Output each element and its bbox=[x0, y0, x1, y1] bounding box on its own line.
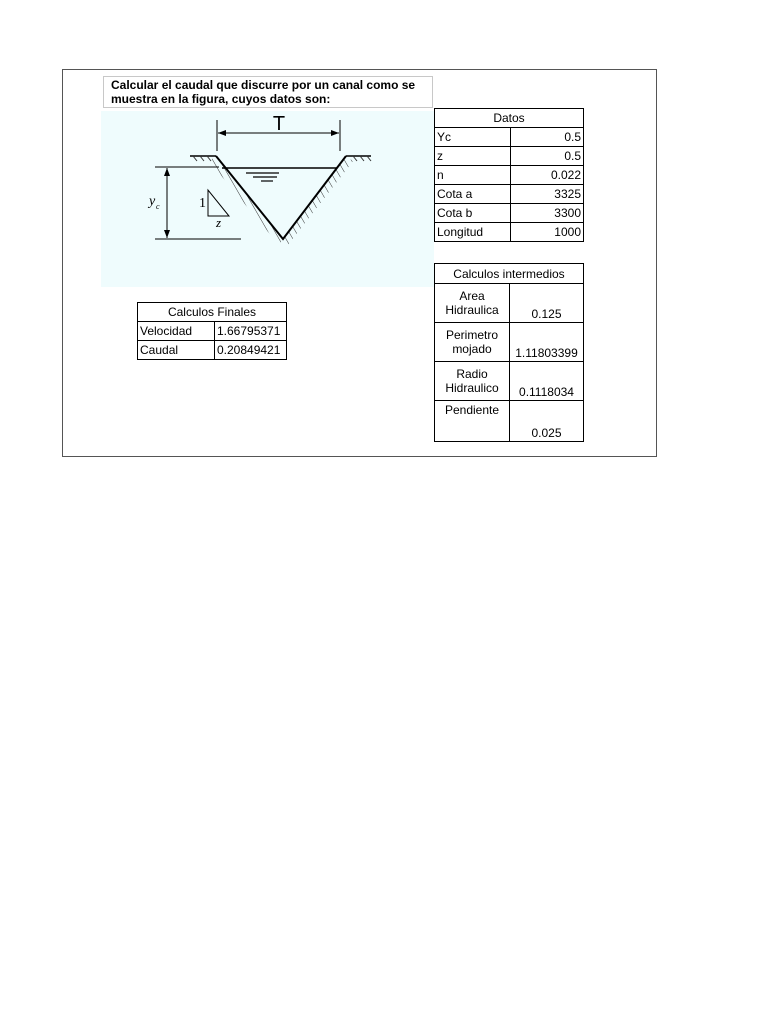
label-line-2: Hidraulico bbox=[445, 381, 499, 395]
datos-label[interactable]: n bbox=[435, 166, 511, 185]
datos-value[interactable]: 0.022 bbox=[511, 166, 584, 185]
table-row bbox=[435, 362, 584, 401]
table-row bbox=[435, 166, 584, 185]
datos-value[interactable]: 0.5 bbox=[511, 128, 584, 147]
datos-value[interactable]: 0.5 bbox=[511, 147, 584, 166]
finales-value[interactable]: 1.66795371 bbox=[215, 322, 287, 341]
y-arrow-top bbox=[164, 168, 170, 176]
intermedios-value[interactable]: 0.025 bbox=[510, 401, 584, 442]
datos-value[interactable]: 3300 bbox=[511, 204, 584, 223]
datos-value[interactable]: 1000 bbox=[511, 223, 584, 242]
table-row bbox=[435, 223, 584, 242]
label-z: z bbox=[216, 215, 222, 230]
water-level-symbol bbox=[246, 173, 279, 181]
channel-diagram bbox=[101, 111, 434, 287]
datos-label[interactable]: Longitud bbox=[435, 223, 511, 242]
datos-label[interactable]: Cota a bbox=[435, 185, 511, 204]
intermedios-value[interactable]: 0.1118034 bbox=[510, 362, 584, 401]
intermedios-title: Calculos intermedios bbox=[435, 264, 584, 284]
finales-label[interactable]: Caudal bbox=[138, 341, 215, 360]
table-row bbox=[138, 322, 287, 341]
soil-left bbox=[209, 156, 283, 245]
channel-figure bbox=[101, 111, 434, 287]
problem-line-1: Calcular el caudal que discurre por un canal como se bbox=[111, 78, 416, 92]
label-line-2: Hidraulica bbox=[445, 303, 499, 317]
label-line-2: mojado bbox=[452, 342, 492, 356]
label-line-1: Radio bbox=[456, 367, 488, 381]
t-arrow-right bbox=[331, 130, 339, 136]
calculos-finales-table bbox=[137, 302, 287, 360]
intermedios-label[interactable] bbox=[435, 401, 510, 442]
calculos-intermedios-table bbox=[434, 263, 584, 442]
label-y-sub: c bbox=[156, 202, 160, 211]
finales-label[interactable]: Velocidad bbox=[138, 322, 215, 341]
intermedios-label[interactable] bbox=[435, 323, 510, 362]
label-T: T bbox=[272, 113, 286, 135]
problem-line-2: muestra en la figura, cuyos datos son: bbox=[111, 91, 331, 106]
table-row bbox=[435, 185, 584, 204]
table-row bbox=[435, 204, 584, 223]
soil-right bbox=[283, 156, 353, 245]
table-row bbox=[435, 284, 584, 323]
datos-label[interactable]: Cota b bbox=[435, 204, 511, 223]
intermedios-label[interactable] bbox=[435, 362, 510, 401]
finales-title: Calculos Finales bbox=[138, 303, 287, 322]
datos-label[interactable]: Yc bbox=[435, 128, 511, 147]
label-line-1: Area bbox=[459, 289, 485, 303]
table-row bbox=[138, 341, 287, 360]
table-row bbox=[435, 323, 584, 362]
slope-triangle bbox=[208, 190, 229, 216]
table-row bbox=[435, 128, 584, 147]
intermedios-label[interactable] bbox=[435, 284, 510, 323]
datos-title: Datos bbox=[435, 109, 584, 128]
table-row bbox=[435, 147, 584, 166]
problem-statement bbox=[103, 76, 433, 108]
table-row bbox=[435, 401, 584, 442]
datos-table bbox=[434, 108, 584, 242]
label-line-1: Pendiente bbox=[444, 403, 500, 417]
label-one: 1 bbox=[199, 196, 206, 211]
label-line-1: Perimetro bbox=[445, 328, 498, 342]
t-arrow-left bbox=[218, 130, 226, 136]
label-y: y bbox=[149, 194, 156, 209]
intermedios-value[interactable]: 1.11803399 bbox=[510, 323, 584, 362]
datos-value[interactable]: 3325 bbox=[511, 185, 584, 204]
intermedios-value[interactable]: 0.125 bbox=[510, 284, 584, 323]
datos-label[interactable]: z bbox=[435, 147, 511, 166]
y-arrow-bottom bbox=[164, 230, 170, 238]
finales-value[interactable]: 0.20849421 bbox=[215, 341, 287, 360]
